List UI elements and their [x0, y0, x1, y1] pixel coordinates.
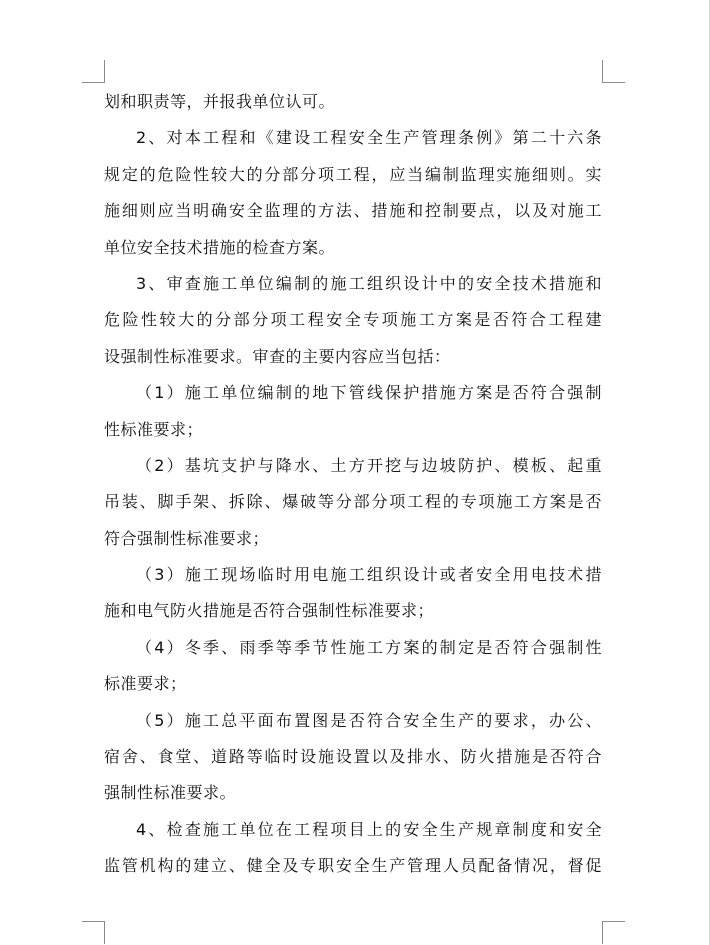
text-line: 标准要求；	[104, 674, 187, 694]
text-line: 宿舍、食堂、道路等临时设施设置以及排水、防火措施是否符合	[104, 747, 602, 767]
text-line: 符合强制性标准要求；	[104, 528, 270, 548]
text-line: 吊装、脚手架、拆除、爆破等分部分项工程的专项施工方案是否	[104, 492, 602, 512]
margin-mark-bottom-left	[82, 921, 105, 944]
text-line: 设强制性标准要求。审查的主要内容应当包括：	[104, 346, 451, 366]
text-line: 规定的危险性较大的分部分项工程，应当编制监理实施细则。实	[104, 164, 602, 184]
text-line: 危险性较大的分部分项工程安全专项施工方案是否符合工程建	[104, 310, 602, 330]
document-body	[104, 84, 602, 885]
text-line: （3）施工现场临时用电施工组织设计或者安全用电技术措	[136, 565, 602, 585]
text-line: 施和电气防火措施是否符合强制性标准要求；	[104, 601, 435, 621]
text-line: 划和职责等，并报我单位认可。	[104, 92, 336, 111]
text-line: 2、对本工程和《建设工程安全生产管理条例》第二十六条	[136, 128, 602, 148]
text-line: 4、检查施工单位在工程项目上的安全生产规章制度和安全	[136, 819, 602, 839]
margin-mark-top-left	[82, 60, 105, 83]
text-line: （5）施工总平面布置图是否符合安全生产的要求，办公、	[136, 710, 602, 730]
text-line: 施细则应当明确安全监理的方法、措施和控制要点，以及对施工	[104, 201, 602, 221]
text-line: （4）冬季、雨季等季节性施工方案的制定是否符合强制性	[136, 637, 602, 657]
margin-mark-top-right	[602, 60, 625, 83]
text-line: 单位安全技术措施的检查方案。	[104, 237, 336, 257]
text-line: （1）施工单位编制的地下管线保护措施方案是否符合强制	[136, 383, 602, 403]
text-line: 监管机构的建立、健全及专职安全生产管理人员配备情况，督促	[104, 856, 602, 876]
margin-mark-bottom-right	[602, 921, 625, 944]
text-line: 3、审查施工单位编制的施工组织设计中的安全技术措施和	[136, 273, 602, 293]
text-line: 性标准要求；	[104, 419, 204, 439]
text-line: 强制性标准要求。	[104, 783, 237, 803]
text-line: （2）基坑支护与降水、土方开挖与边坡防护、模板、起重	[136, 455, 602, 475]
